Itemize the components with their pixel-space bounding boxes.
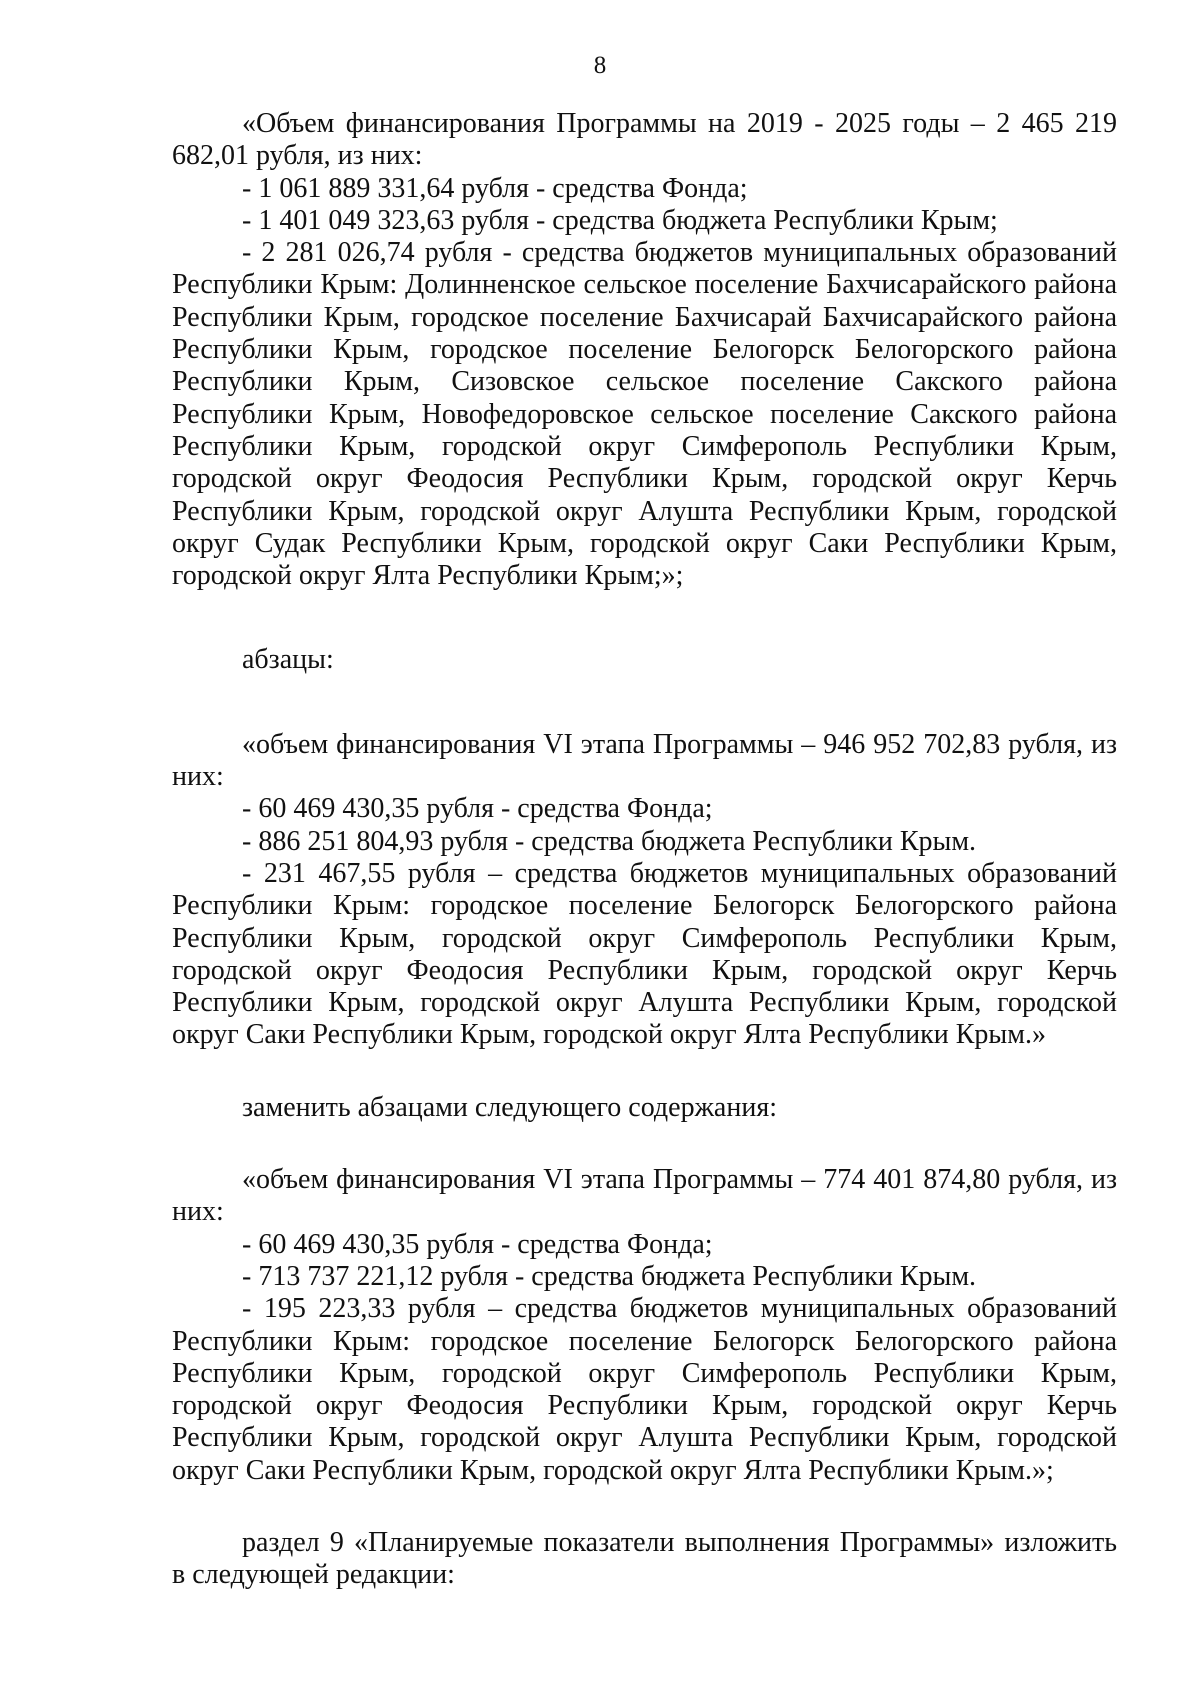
stage-six-old-fund-line: - 60 469 430,35 рубля - средства Фонда; [242, 793, 713, 825]
stage-six-new-municipal-paragraph: - 195 223,33 рубля – средства бюджетов муниципальных образований Республики Крым: городское поселение Белогорск Белогорского района Республики Крым, городской округ Симферополь Республики Крым, городской округ Феодосия Республики Крым, городской округ Керчь Республики Крым, городской округ Алушта Республики Крым, городской округ Саки Республики Крым, городской округ Ялта Республики Крым.»; [172, 1293, 1117, 1486]
stage-six-old-intro: «объем финансирования VI этапа Программы – 946 952 702,83 рубля, из них: [172, 728, 1117, 793]
paragraphs-label: абзацы: [242, 644, 334, 676]
fund-amount-line: - 1 061 889 331,64 рубля - средства Фонда; [242, 172, 748, 204]
replace-instruction: заменить абзацами следующего содержания: [242, 1091, 777, 1123]
page-number: 8 [593, 52, 607, 79]
financing-total-intro: «Объем финансирования Программы на 2019 - 2025 годы – 2 465 219 682,01 рубля, из них: [172, 108, 1117, 172]
stage-six-old-block [172, 729, 1117, 1052]
stage-six-old-municipal-paragraph: - 231 467,55 рубля – средства бюджетов муниципальных образований Республики Крым: городское поселение Белогорск Белогорского района Республики Крым, городской округ Симферополь Республики Крым, городской округ Феодосия Республики Крым, городской округ Керчь Республики Крым, городской округ Алушта Республики Крым, городской округ Саки Республики Крым, городской округ Ялта Республики Крым.» [172, 857, 1117, 1051]
republic-budget-line: - 1 401 049 323,63 рубля - средства бюджета Республики Крым; [242, 204, 998, 236]
document-body [172, 108, 1117, 1592]
stage-six-new-republic-line: - 713 737 221,12 рубля - средства бюджета Республики Крым. [242, 1260, 977, 1292]
stage-six-new-intro: «объем финансирования VI этапа Программы – 774 401 874,80 рубля, из них: [172, 1164, 1117, 1228]
stage-six-old-republic-line: - 886 251 804,93 рубля - средства бюджета Республики Крым. [242, 825, 977, 857]
financing-total-block [172, 108, 1117, 592]
stage-six-new-fund-line: - 60 469 430,35 рубля - средства Фонда; [242, 1228, 713, 1260]
stage-six-new-block [172, 1164, 1117, 1487]
section-nine-instruction: раздел 9 «Планируемые показатели выполнения Программы» изложить в следующей редакции: [172, 1526, 1117, 1591]
municipal-budget-paragraph: - 2 281 026,74 рубля - средства бюджетов муниципальных образований Республики Крым: Долинненское сельское поселение Бахчисарайского района Республики Крым, городское поселение Бахчисарай Бахчисарайского района Республики Крым, городское поселение Белогорск Белогорского района Республики Крым, Сизовское сельское поселение Сакского района Республики Крым, Новофедоровское сельское поселение Сакского района Республики Крым, городской округ Симферополь Республики Крым, городской округ Феодосия Республики Крым, городской округ Керчь Республики Крым, городской округ Алушта Республики Крым, городской округ Судак Республики Крым, городской округ Саки Республики Крым, городской округ Ялта Республики Крым;»; [172, 237, 1117, 592]
